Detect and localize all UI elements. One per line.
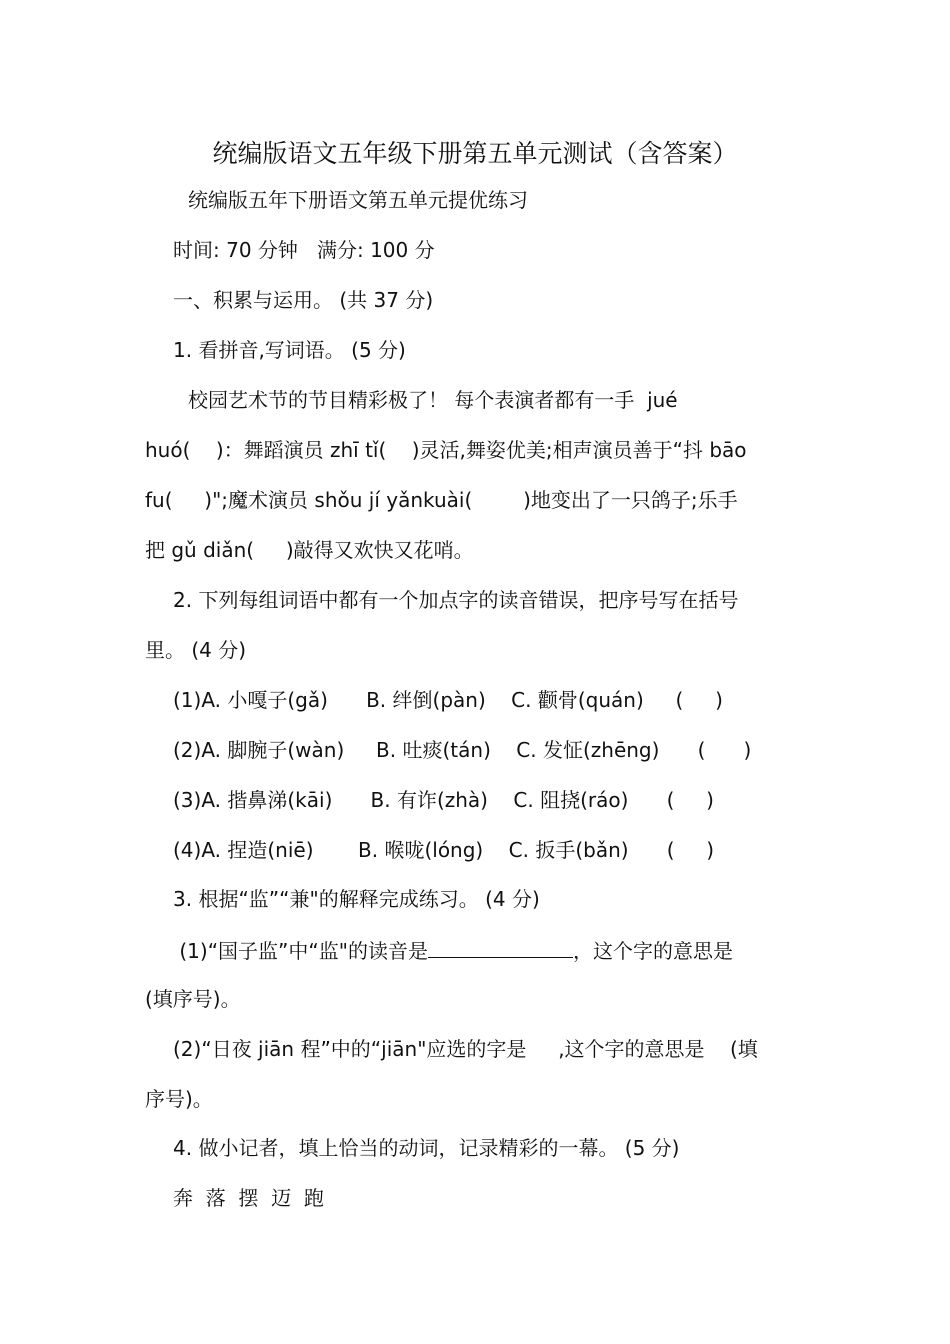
question-3-heading: 3. 根据“监”“兼"的解释完成练习。 (4 分) xyxy=(173,887,540,911)
section-heading: 一、积累与运用。 (共 37 分) xyxy=(173,288,434,312)
document-title: 统编版语文五年级下册第五单元测试（含答案） xyxy=(212,139,738,168)
question-3-part-2-cont: 序号)。 xyxy=(145,1087,213,1111)
question-2-heading-cont: 里。 (4 分) xyxy=(145,638,247,662)
question-1-line-4: 把 gǔ diǎn( )敲得又欢快又花哨。 xyxy=(145,538,474,562)
question-2-heading: 2. 下列每组词语中都有一个加点字的读音错误，把序号写在括号 xyxy=(173,588,739,612)
question-3-part-1-start: (1)“国子监”中“监"的读音是 xyxy=(173,939,428,963)
question-2-item-2: (2)A. 脚腕子(wàn) B. 吐痰(tán) C. 发怔(zhēng) ( ) xyxy=(173,738,752,762)
subtitle: 统编版五年下册语文第五单元提优练习 xyxy=(188,188,528,212)
question-1-line-2: huó( )：舞蹈演员 zhī tǐ( )灵活,舞姿优美;相声演员善于“抖 bāo xyxy=(145,438,747,462)
question-3-part-1-end: ，这个字的意思是 xyxy=(572,939,733,963)
question-3-part-1 xyxy=(173,935,733,965)
question-4-word-list: 奔 落 摆 迈 跑 xyxy=(173,1186,324,1210)
question-1-line-1: 校园艺术节的节目精彩极了！ 每个表演者都有一手 jué xyxy=(188,388,678,412)
question-3-part-1-cont: (填序号)。 xyxy=(145,987,241,1011)
question-2-item-1: (1)A. 小嘎子(gǎ) B. 绊倒(pàn) C. 颧骨(quán) ( ) xyxy=(173,688,723,712)
question-2-item-4: (4)A. 捏造(niē) B. 喉咙(lóng) C. 扳手(bǎn) ( ) xyxy=(173,838,715,862)
answer-blank xyxy=(428,935,573,958)
question-4-heading: 4. 做小记者，填上恰当的动词，记录精彩的一幕。 (5 分) xyxy=(173,1136,680,1160)
question-1-line-3: fu( )";魔术演员 shǒu jí yǎnkuài( )地变出了一只鸽子;乐手 xyxy=(145,488,738,512)
question-1-heading: 1. 看拼音,写词语。 (5 分) xyxy=(173,338,406,362)
question-3-part-2: (2)“日夜 jiān 程”中的“jiān"应选的字是 ,这个字的意思是 (填 xyxy=(173,1037,758,1061)
question-2-item-3: (3)A. 揩鼻涕(kāi) B. 有诈(zhà) C. 阻挠(ráo) ( ) xyxy=(173,788,714,812)
time-info: 时间: 70 分钟 满分: 100 分 xyxy=(173,238,435,262)
